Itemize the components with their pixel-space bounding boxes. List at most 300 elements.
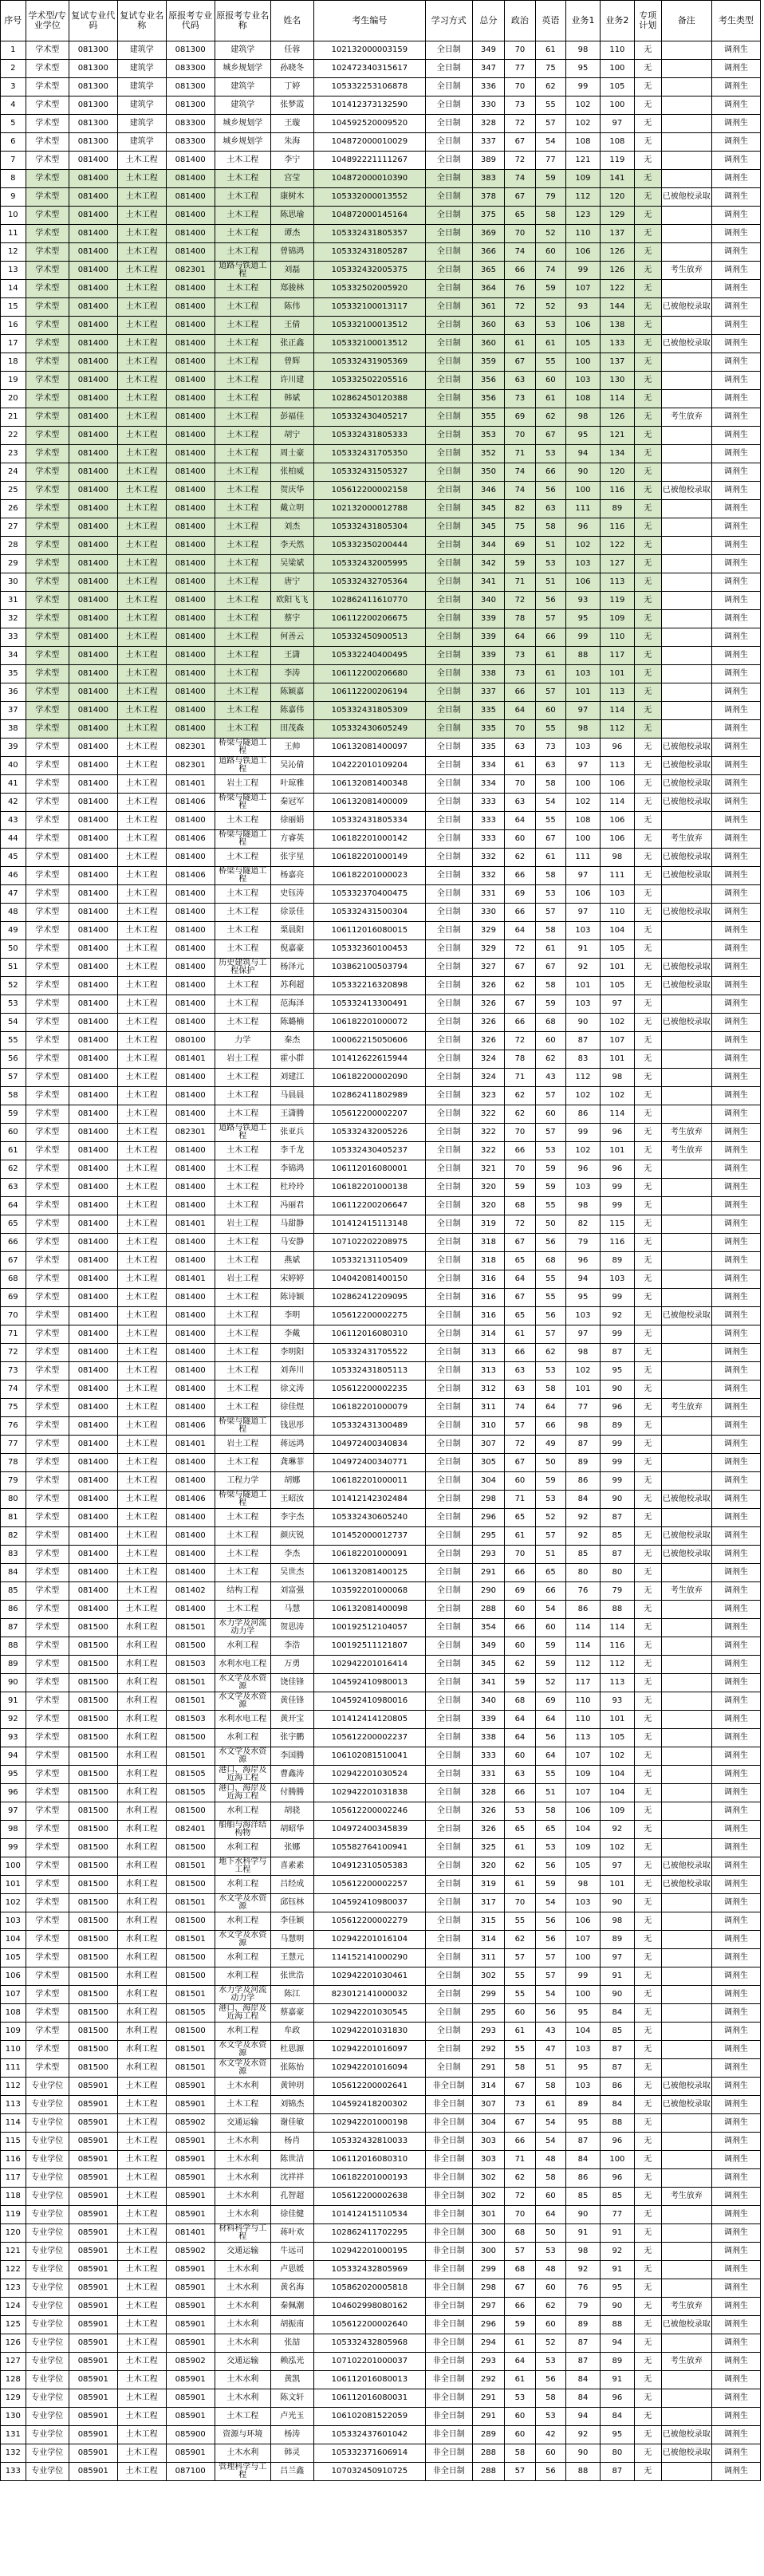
table-cell: 水利工程 <box>117 1876 166 1894</box>
table-cell: 104 <box>600 1766 634 1784</box>
table-cell: 张正鑫 <box>270 335 313 353</box>
table-cell: 76 <box>566 1582 601 1601</box>
table-cell: 全日制 <box>425 1601 472 1619</box>
table-cell: 340 <box>472 592 505 610</box>
table-cell: 107 <box>566 1931 601 1949</box>
table-cell: 54 <box>535 2114 565 2133</box>
table-cell: 无 <box>634 555 661 573</box>
table-cell: 无 <box>634 812 661 830</box>
table-cell: 无 <box>634 78 661 97</box>
table-cell: 104972400340771 <box>313 1454 425 1472</box>
table-cell: 无 <box>634 849 661 867</box>
table-cell: 081300 <box>69 78 117 97</box>
table-cell: 081500 <box>69 2041 117 2059</box>
table-cell: 全日制 <box>425 225 472 243</box>
table-cell <box>661 280 711 298</box>
table-cell: 081400 <box>69 518 117 537</box>
table-row <box>1 1087 761 1105</box>
table-cell: 学术型 <box>26 482 69 500</box>
table-cell: 无 <box>634 775 661 794</box>
table-cell: 学术型 <box>26 1784 69 1802</box>
table-cell: 081500 <box>69 2059 117 2078</box>
table-cell: 无 <box>634 1142 661 1160</box>
table-cell: 110 <box>600 628 634 647</box>
table-cell: 107 <box>600 1032 634 1050</box>
table-cell: 081500 <box>69 1766 117 1784</box>
table-cell: 无 <box>634 1802 661 1821</box>
table-cell: 付腾腾 <box>270 1784 313 1802</box>
table-cell: 101412415110534 <box>313 2206 425 2224</box>
table-cell: 26 <box>1 500 26 518</box>
table-cell: 道路与铁道工程 <box>215 757 270 775</box>
table-cell: 土木工程 <box>215 1252 270 1270</box>
table-cell: 土木水利 <box>215 2133 270 2151</box>
table-cell: 101412142302484 <box>313 1491 425 1509</box>
table-cell: 何善云 <box>270 628 313 647</box>
table-cell: 水利工程 <box>117 1747 166 1766</box>
table-cell: 调剂生 <box>711 2059 760 2078</box>
table-cell: 322 <box>472 1142 505 1160</box>
table-cell: 081400 <box>166 1381 215 1399</box>
table-cell: 土木工程 <box>215 1234 270 1252</box>
table-cell: 105332431905369 <box>313 353 425 372</box>
table-row <box>1 152 761 170</box>
table-cell: 327 <box>472 959 505 977</box>
table-cell: 100 <box>566 775 601 794</box>
table-cell: 349 <box>472 1637 505 1656</box>
table-cell: 土木工程 <box>117 353 166 372</box>
column-header: 学术型/专业学位 <box>26 1 69 41</box>
table-cell: 081400 <box>166 683 215 702</box>
table-cell: 081400 <box>69 537 117 555</box>
table-cell: 73 <box>505 2096 535 2114</box>
table-cell: 考生放弃 <box>661 408 711 427</box>
table-cell: 96 <box>566 1160 601 1179</box>
table-cell: 081400 <box>69 739 117 757</box>
table-cell: 土木工程 <box>117 867 166 885</box>
table-row <box>1 1160 761 1179</box>
table-cell: 无 <box>634 133 661 152</box>
table-cell: 105332431805334 <box>313 812 425 830</box>
table-cell: 调剂生 <box>711 794 760 812</box>
table-row <box>1 665 761 683</box>
table-row <box>1 647 761 665</box>
table-cell: 87 <box>566 2334 601 2353</box>
table-cell: 67 <box>1 1252 26 1270</box>
table-cell: 周士豪 <box>270 445 313 463</box>
table-cell: 全日制 <box>425 1215 472 1234</box>
table-cell: 90 <box>600 1894 634 1912</box>
table-row <box>1 390 761 408</box>
table-cell <box>661 2169 711 2188</box>
table-cell: 88 <box>600 2316 634 2334</box>
table-cell: 专业学位 <box>26 2261 69 2279</box>
table-cell: 081500 <box>69 2023 117 2041</box>
table-cell: 60 <box>535 1032 565 1050</box>
table-cell: 建筑学 <box>215 97 270 115</box>
table-cell: 无 <box>634 2133 661 2151</box>
table-cell: 无 <box>634 1912 661 1931</box>
table-cell: 全日制 <box>425 977 472 995</box>
table-cell: 102 <box>566 1362 601 1381</box>
table-cell: 学术型 <box>26 390 69 408</box>
table-cell: 081400 <box>166 1307 215 1325</box>
table-cell: 7 <box>1 152 26 170</box>
table-cell: 无 <box>634 757 661 775</box>
column-header: 姓名 <box>270 1 313 41</box>
table-cell: 无 <box>634 1674 661 1692</box>
table-cell: 杨肖 <box>270 2133 313 2151</box>
table-cell: 水利工程 <box>215 1912 270 1931</box>
table-cell: 081400 <box>166 1069 215 1087</box>
table-cell: 学术型 <box>26 610 69 628</box>
table-cell: 120 <box>1 2224 26 2243</box>
table-cell: 081400 <box>69 152 117 170</box>
table-cell: 学术型 <box>26 1032 69 1050</box>
table-cell: 秦佩潮 <box>270 2298 313 2316</box>
table-cell: 土木水利 <box>215 2389 270 2408</box>
table-cell: 081400 <box>69 1362 117 1381</box>
table-cell: 考生放弃 <box>661 1399 711 1417</box>
table-cell: 53 <box>535 1491 565 1509</box>
table-cell: 吴世杰 <box>270 1564 313 1582</box>
table-cell: 55 <box>535 353 565 372</box>
table-row <box>1 1215 761 1234</box>
table-cell: 土木工程 <box>215 2408 270 2426</box>
table-cell: 97 <box>600 1949 634 1967</box>
table-cell <box>661 1436 711 1454</box>
table-cell: 081400 <box>69 1252 117 1270</box>
table-cell: 吕兰鑫 <box>270 2463 313 2481</box>
table-cell: 85 <box>600 1527 634 1546</box>
table-cell: 105332432005995 <box>313 555 425 573</box>
table-cell: 全日制 <box>425 1325 472 1344</box>
table-cell: 57 <box>505 1417 535 1436</box>
table-cell: 104592410980037 <box>313 1894 425 1912</box>
table-cell: 全日制 <box>425 1564 472 1582</box>
table-cell: 107102201000037 <box>313 2353 425 2371</box>
table-cell: 67 <box>535 427 565 445</box>
table-cell: 已被他校录取 <box>661 1857 711 1876</box>
table-cell: 89 <box>600 500 634 518</box>
table-cell: 燕斌 <box>270 1252 313 1270</box>
table-row <box>1 298 761 317</box>
table-cell: 085901 <box>166 2206 215 2224</box>
table-cell: 土木工程 <box>215 995 270 1014</box>
table-cell: 11 <box>1 225 26 243</box>
table-cell: 107 <box>566 280 601 298</box>
table-cell: 63 <box>505 794 535 812</box>
table-cell: 105612200002640 <box>313 2316 425 2334</box>
table-cell: 学术型 <box>26 867 69 885</box>
table-cell: 082301 <box>166 739 215 757</box>
table-cell: 081400 <box>69 1069 117 1087</box>
table-cell: 64 <box>1 1197 26 1215</box>
table-cell: 319 <box>472 1876 505 1894</box>
table-cell: 土木工程 <box>215 225 270 243</box>
table-cell: 土木工程 <box>117 390 166 408</box>
table-cell: 全日制 <box>425 445 472 463</box>
table-cell: 345 <box>472 518 505 537</box>
table-cell: 083300 <box>166 60 215 78</box>
table-cell: 99 <box>600 1197 634 1215</box>
table-row <box>1 683 761 702</box>
table-cell: 全日制 <box>425 1069 472 1087</box>
table-row <box>1 775 761 794</box>
table-cell: 66 <box>535 628 565 647</box>
table-cell: 295 <box>472 1527 505 1546</box>
table-cell: 99 <box>600 1472 634 1491</box>
table-cell: 非全日制 <box>425 2151 472 2169</box>
table-cell <box>661 1729 711 1747</box>
table-cell: 地下水科学与工程 <box>215 1857 270 1876</box>
table-row <box>1 2059 761 2078</box>
table-cell: 张柏威 <box>270 463 313 482</box>
table-cell: 085901 <box>69 2133 117 2151</box>
table-cell: 111 <box>566 849 601 867</box>
table-cell <box>661 2371 711 2389</box>
table-cell: 102 <box>600 1747 634 1766</box>
table-cell: 饶佳锋 <box>270 1674 313 1692</box>
table-cell: 59 <box>535 1637 565 1656</box>
table-cell: 102942201016097 <box>313 2041 425 2059</box>
table-cell: 68 <box>505 1692 535 1711</box>
table-cell: 131 <box>1 2426 26 2444</box>
table-cell: 全日制 <box>425 1546 472 1564</box>
table-cell: 53 <box>535 2353 565 2371</box>
table-cell: 106112200206680 <box>313 665 425 683</box>
table-cell: 114 <box>600 1619 634 1637</box>
table-cell: 土木工程 <box>117 2279 166 2298</box>
table-cell: 土木工程 <box>117 243 166 262</box>
table-cell: 学术型 <box>26 812 69 830</box>
table-cell: 106182201000149 <box>313 849 425 867</box>
table-cell: 109 <box>600 1802 634 1821</box>
table-cell <box>661 1179 711 1197</box>
table-row <box>1 2078 761 2096</box>
table-cell: 101452000012737 <box>313 1527 425 1546</box>
table-cell: 无 <box>634 592 661 610</box>
table-cell: 63 <box>505 317 535 335</box>
table-cell: 97 <box>1 1802 26 1821</box>
table-cell: 085901 <box>69 2389 117 2408</box>
table-cell: 无 <box>634 41 661 60</box>
table-cell: 全日制 <box>425 739 472 757</box>
table-cell: 127 <box>1 2353 26 2371</box>
table-cell: 土木工程 <box>215 482 270 500</box>
table-cell: 全日制 <box>425 280 472 298</box>
table-cell: 100 <box>566 830 601 849</box>
table-cell: 调剂生 <box>711 757 760 775</box>
table-cell <box>661 1821 711 1839</box>
table-cell: 土木工程 <box>117 2188 166 2206</box>
table-cell: 081400 <box>166 335 215 353</box>
table-cell: 104892221111267 <box>313 152 425 170</box>
table-cell: 土木工程 <box>215 408 270 427</box>
table-cell: 调剂生 <box>711 2096 760 2114</box>
table-cell: 岩土工程 <box>215 775 270 794</box>
table-cell: 水利工程 <box>215 2023 270 2041</box>
table-cell: 95 <box>566 610 601 628</box>
table-cell: 88 <box>566 2463 601 2481</box>
table-cell: 无 <box>634 280 661 298</box>
table-cell: 王璇 <box>270 115 313 133</box>
table-cell: 081503 <box>166 1711 215 1729</box>
table-cell: 全日制 <box>425 940 472 959</box>
table-cell: 15 <box>1 298 26 317</box>
table-cell: 97 <box>566 1325 601 1344</box>
table-cell: 调剂生 <box>711 1124 760 1142</box>
table-cell: 104 <box>600 922 634 940</box>
table-cell: 081400 <box>166 977 215 995</box>
table-cell: 材料科学与工程 <box>215 2224 270 2243</box>
table-cell: 土木工程 <box>117 463 166 482</box>
table-cell: 无 <box>634 1325 661 1344</box>
table-row <box>1 2426 761 2444</box>
table-cell: 77 <box>566 1399 601 1417</box>
table-cell: 54 <box>535 1894 565 1912</box>
table-cell: 302 <box>472 2169 505 2188</box>
table-cell <box>661 592 711 610</box>
table-cell: 调剂生 <box>711 1894 760 1912</box>
table-cell: 102942201016414 <box>313 1656 425 1674</box>
table-cell: 081400 <box>69 427 117 445</box>
table-cell: 081300 <box>69 133 117 152</box>
table-cell: 105332100013512 <box>313 317 425 335</box>
table-cell: 徐丽娟 <box>270 812 313 830</box>
table-cell: 土木工程 <box>117 977 166 995</box>
table-cell: 082301 <box>166 1124 215 1142</box>
table-row <box>1 2188 761 2206</box>
table-cell: 无 <box>634 1931 661 1949</box>
table-cell: 曾辉 <box>270 353 313 372</box>
table-cell: 085901 <box>166 2279 215 2298</box>
table-cell: 114 <box>1 2114 26 2133</box>
table-cell: 土木水利 <box>215 2206 270 2224</box>
table-cell: 081500 <box>69 1949 117 1967</box>
table-cell: 港口、海岸及近海工程 <box>215 1784 270 1802</box>
table-cell: 103 <box>566 1179 601 1197</box>
table-cell: 84 <box>566 2151 601 2169</box>
table-cell: 吕经成 <box>270 1876 313 1894</box>
table-cell: 317 <box>472 1894 505 1912</box>
table-cell: 105332431300489 <box>313 1417 425 1436</box>
table-cell: 53 <box>505 2389 535 2408</box>
table-cell <box>661 518 711 537</box>
table-cell: 99 <box>566 1967 601 1986</box>
table-cell: 105612200002638 <box>313 2188 425 2206</box>
table-cell: 全日制 <box>425 1527 472 1546</box>
table-row <box>1 317 761 335</box>
table-cell: 316 <box>472 1307 505 1325</box>
table-cell: 106 <box>566 1802 601 1821</box>
table-cell: 土木工程 <box>117 1142 166 1160</box>
table-cell: 杨泽元 <box>270 959 313 977</box>
table-cell: 王昭汝 <box>270 1491 313 1509</box>
table-cell: 无 <box>634 1527 661 1546</box>
table-cell: 081400 <box>69 812 117 830</box>
table-row <box>1 1142 761 1160</box>
table-cell: 113 <box>600 573 634 592</box>
table-cell: 田茂森 <box>270 720 313 739</box>
table-cell: 学术型 <box>26 78 69 97</box>
table-row <box>1 1509 761 1527</box>
table-cell: 土木工程 <box>117 2133 166 2151</box>
table-cell: 59 <box>535 1656 565 1674</box>
table-cell: 72 <box>505 940 535 959</box>
table-cell: 081400 <box>166 427 215 445</box>
table-cell: 66 <box>505 1784 535 1802</box>
table-cell: 黄开宝 <box>270 1711 313 1729</box>
table-cell <box>661 1252 711 1270</box>
table-cell: 081500 <box>166 1729 215 1747</box>
table-cell: 97 <box>600 115 634 133</box>
table-cell: 无 <box>634 867 661 885</box>
table-row <box>1 1454 761 1472</box>
table-cell: 非全日制 <box>425 2334 472 2353</box>
table-cell: 张娜 <box>270 1839 313 1857</box>
table-cell: 113 <box>600 757 634 775</box>
table-cell <box>661 60 711 78</box>
table-cell: 桥梁与隧道工程 <box>215 830 270 849</box>
table-cell: 调剂生 <box>711 353 760 372</box>
table-cell: 调剂生 <box>711 1857 760 1876</box>
table-cell: 081401 <box>166 1436 215 1454</box>
table-cell: 94 <box>600 2334 634 2353</box>
table-cell: 土木工程 <box>215 555 270 573</box>
table-cell: 389 <box>472 152 505 170</box>
table-cell: 67 <box>505 1289 535 1307</box>
table-cell: 104 <box>566 1821 601 1839</box>
table-cell: 学术型 <box>26 1399 69 1417</box>
table-cell <box>661 1656 711 1674</box>
table-cell: 84 <box>566 2371 601 2389</box>
table-cell: 112 <box>600 1656 634 1674</box>
table-cell: 水利工程 <box>215 1729 270 1747</box>
table-cell: 调剂生 <box>711 280 760 298</box>
table-cell: 57 <box>535 1967 565 1986</box>
table-cell: 081500 <box>69 1986 117 2004</box>
table-cell: 48 <box>535 2261 565 2279</box>
table-cell: 105332000013552 <box>313 188 425 207</box>
table-cell: 调剂生 <box>711 1032 760 1050</box>
table-cell: 全日制 <box>425 317 472 335</box>
table-cell: 90 <box>600 1381 634 1399</box>
table-cell: 106 <box>566 1912 601 1931</box>
table-cell <box>661 2004 711 2023</box>
table-row <box>1 2444 761 2463</box>
table-cell: 104 <box>566 2023 601 2041</box>
table-cell: 081400 <box>166 1105 215 1124</box>
table-cell: 081400 <box>166 1289 215 1307</box>
table-cell <box>661 1619 711 1637</box>
table-cell: 土木工程 <box>215 1325 270 1344</box>
table-cell: 80 <box>1 1491 26 1509</box>
table-cell: 胡宁 <box>270 427 313 445</box>
table-cell: 56 <box>535 1307 565 1325</box>
table-cell: 304 <box>472 2114 505 2133</box>
table-cell: 60 <box>535 2188 565 2206</box>
table-cell: 137 <box>600 353 634 372</box>
table-cell: 375 <box>472 207 505 225</box>
table-cell: 学术型 <box>26 2023 69 2041</box>
table-cell: 111 <box>600 867 634 885</box>
table-cell: 104592410980013 <box>313 1674 425 1692</box>
table-cell: 贺思涛 <box>270 1619 313 1637</box>
table-cell: 调剂生 <box>711 1270 760 1289</box>
table-cell: 106 <box>566 885 601 904</box>
table-cell: 无 <box>634 170 661 188</box>
